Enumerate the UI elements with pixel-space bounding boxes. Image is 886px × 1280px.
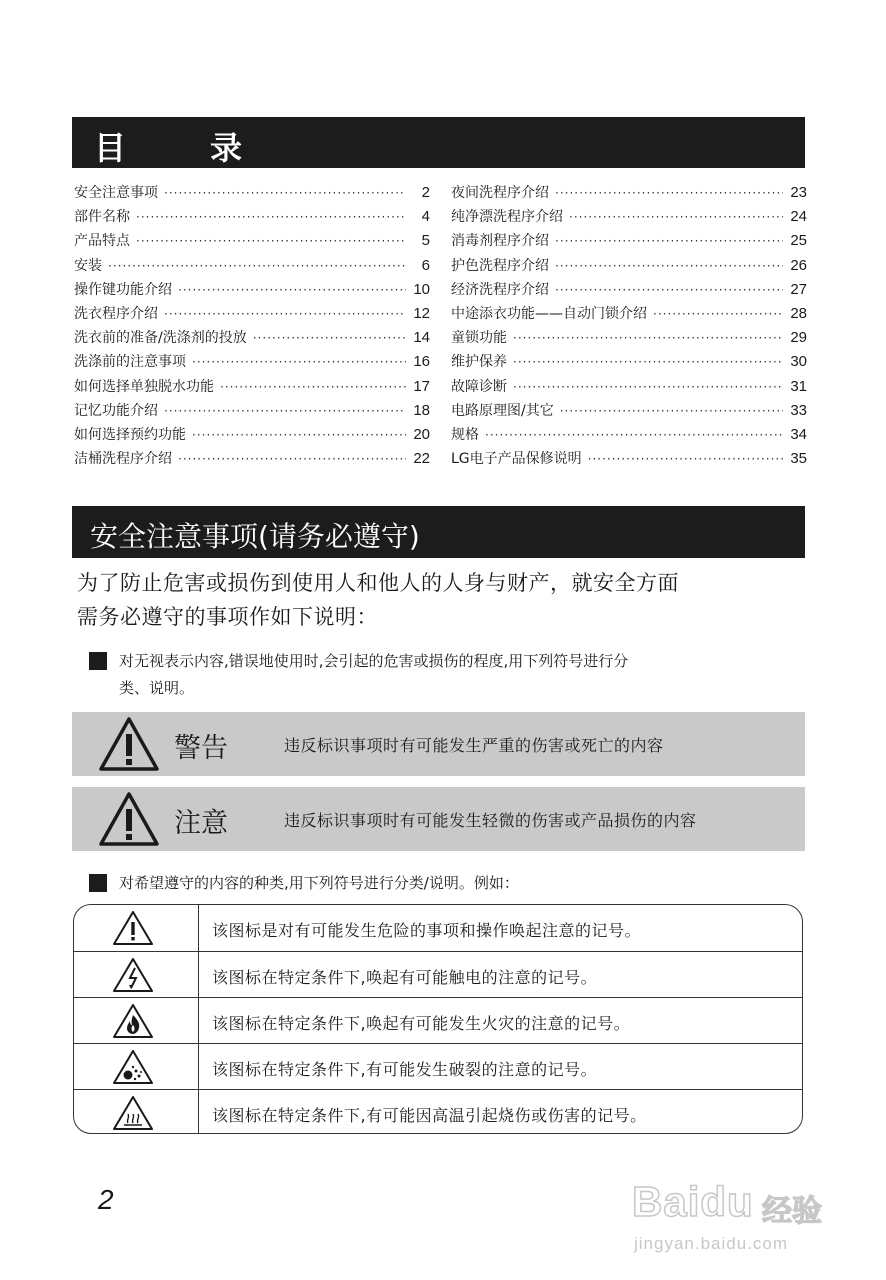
toc-entry[interactable]: LG电子产品保修说明 ····· 35 bbox=[451, 447, 807, 471]
safety-intro bbox=[77, 566, 812, 634]
symbol-note-text: 对希望遵守的内容的种类,用下列符号进行分类/说明。例如： bbox=[119, 874, 519, 892]
bullet-square-icon bbox=[89, 652, 107, 670]
toc-entry[interactable]: 消毒剂程序介绍 ····· 25 bbox=[451, 229, 807, 253]
toc-entry[interactable]: 产品特点 ····· 5 bbox=[74, 229, 430, 253]
table-row bbox=[74, 951, 802, 997]
toc-entry[interactable]: 中途添衣功能——自动门锁介绍 ····· 28 bbox=[451, 302, 807, 326]
toc-entry[interactable]: 记忆功能介绍 ····· 18 bbox=[74, 399, 430, 423]
warning-description: 违反标识事项时有可能发生严重的伤害或死亡的内容 bbox=[284, 736, 664, 755]
watermark-brand-cn: 经验 bbox=[762, 1194, 822, 1229]
watermark-brand: Baidu bbox=[632, 1178, 754, 1225]
toc-entry[interactable]: 如何选择预约功能 ····· 20 bbox=[74, 423, 430, 447]
toc-left-column bbox=[74, 181, 430, 471]
toc-entry[interactable]: 夜间洗程序介绍 ····· 23 bbox=[451, 181, 807, 205]
symbol-description: 该图标是对有可能发生危险的事项和操作唤起注意的记号。 bbox=[212, 921, 642, 940]
symbol-description: 该图标在特定条件下,唤起有可能触电的注意的记号。 bbox=[212, 968, 598, 987]
toc-header-bar bbox=[72, 117, 805, 168]
caution-description: 违反标识事项时有可能发生轻微的伤害或产品损伤的内容 bbox=[284, 811, 697, 830]
warning-triangle-icon bbox=[98, 791, 160, 847]
toc-entry[interactable]: 洁桶洗程序介绍 ····· 22 bbox=[74, 447, 430, 471]
page-number: 2 bbox=[98, 1184, 114, 1215]
safety-header-bar bbox=[72, 506, 805, 558]
toc-entry[interactable]: 电路原理图/其它 ····· 33 bbox=[451, 399, 807, 423]
symbol-description: 该图标在特定条件下,有可能因高温引起烧伤或伤害的记号。 bbox=[212, 1106, 647, 1125]
toc-entry[interactable]: 护色洗程序介绍 ····· 26 bbox=[451, 254, 807, 278]
explosion-icon bbox=[112, 1049, 154, 1085]
table-row bbox=[74, 905, 802, 951]
warning-label: 警告 bbox=[174, 733, 228, 764]
bullet-square-icon bbox=[89, 874, 107, 892]
baidu-watermark bbox=[620, 1148, 840, 1268]
note-line-2: 类、说明。 bbox=[119, 679, 195, 697]
electric-shock-icon bbox=[112, 957, 154, 993]
toc-entry[interactable]: 维护保养 ····· 30 bbox=[451, 350, 807, 374]
table-row bbox=[74, 1089, 802, 1134]
toc-entry[interactable]: 如何选择单独脱水功能 ····· 17 bbox=[74, 375, 430, 399]
toc-entry[interactable]: 洗衣前的准备/洗涤剂的投放 ····· 14 bbox=[74, 326, 430, 350]
symbol-description: 该图标在特定条件下,有可能发生破裂的注意的记号。 bbox=[212, 1060, 598, 1079]
toc-entry[interactable]: 安全注意事项 ····· 2 bbox=[74, 181, 430, 205]
symbol-description: 该图标在特定条件下,唤起有可能发生火灾的注意的记号。 bbox=[212, 1014, 631, 1033]
caution-box bbox=[72, 787, 805, 851]
symbols-table bbox=[73, 904, 803, 1134]
intro-line-1: 为了防止危害或损伤到使用人和他人的人身与财产，就安全方面 bbox=[77, 571, 679, 595]
safety-title: 安全注意事项(请务必遵守) bbox=[90, 520, 420, 553]
toc-entry[interactable]: 洗衣程序介绍 ····· 12 bbox=[74, 302, 430, 326]
toc-entry[interactable]: 纯净漂洗程序介绍 ····· 24 bbox=[451, 205, 807, 229]
toc-entry[interactable]: 故障诊断 ····· 31 bbox=[451, 375, 807, 399]
toc-entry[interactable]: 规格 ····· 34 bbox=[451, 423, 807, 447]
watermark-url: jingyan.baidu.com bbox=[634, 1234, 789, 1253]
toc-entry[interactable]: 童锁功能 ····· 29 bbox=[451, 326, 807, 350]
caution-label: 注意 bbox=[174, 808, 228, 839]
note-line-1: 对无视表示内容,错误地使用时,会引起的危害或损伤的程度,用下列符号进行分 bbox=[119, 652, 629, 670]
toc-entry[interactable]: 部件名称 ····· 4 bbox=[74, 205, 430, 229]
table-row bbox=[74, 997, 802, 1043]
toc-entry[interactable]: 洗涤前的注意事项 ····· 16 bbox=[74, 350, 430, 374]
toc-entry[interactable]: 经济洗程序介绍 ····· 27 bbox=[451, 278, 807, 302]
fire-hazard-icon bbox=[112, 1003, 154, 1039]
general-caution-icon bbox=[112, 910, 154, 946]
intro-line-2: 需务必遵守的事项作如下说明： bbox=[77, 605, 378, 629]
hot-surface-icon bbox=[112, 1095, 154, 1131]
toc-entry[interactable]: 安装 ····· 6 bbox=[74, 254, 430, 278]
warning-box bbox=[72, 712, 805, 776]
table-row bbox=[74, 1043, 802, 1089]
warning-triangle-icon bbox=[98, 716, 160, 772]
toc-title: 目 录 bbox=[94, 129, 269, 167]
toc-right-column bbox=[451, 181, 807, 471]
toc-entry[interactable]: 操作键功能介绍 ····· 10 bbox=[74, 278, 430, 302]
